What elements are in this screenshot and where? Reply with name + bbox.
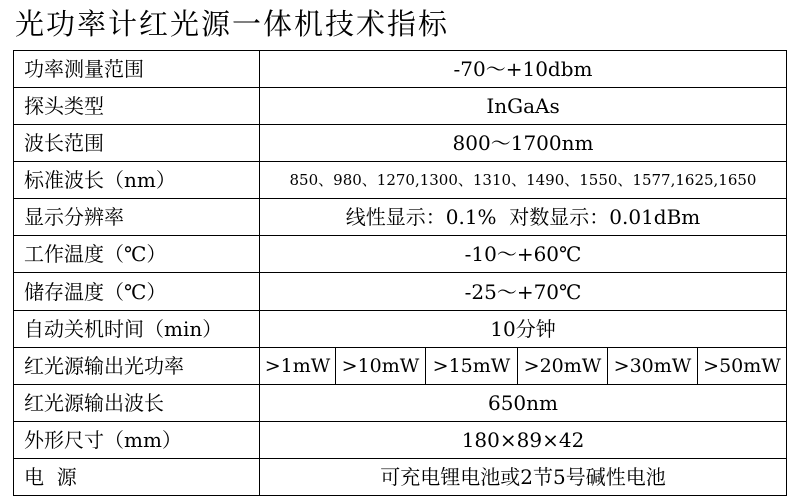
table-row	[14, 347, 787, 384]
spec-label: 工作温度（℃）	[14, 236, 260, 273]
table-row	[14, 51, 787, 88]
table-row	[14, 88, 787, 125]
table-row	[14, 273, 787, 310]
power-option-cell: >20mW	[518, 347, 608, 384]
power-option-cell: >30mW	[608, 347, 698, 384]
spec-value: -10～+60℃	[260, 236, 787, 273]
spec-value: 650nm	[260, 384, 787, 421]
spec-label: 功率测量范围	[14, 51, 260, 88]
table-row	[14, 458, 787, 495]
spec-label: 电 源	[14, 458, 260, 495]
spec-value: 850、980、1270,1300、1310、1490、1550、1577,1625,1650	[260, 162, 787, 199]
spec-value: -70～+10dbm	[260, 51, 787, 88]
spec-value: 180×89×42	[260, 421, 787, 458]
spec-value: 线性显示：0.1% 对数显示：0.01dBm	[260, 199, 787, 236]
spec-label: 自动关机时间（min）	[14, 310, 260, 347]
spec-label: 红光源输出波长	[14, 384, 260, 421]
page-title: 光功率计红光源一体机技术指标	[15, 7, 450, 41]
table-row	[14, 384, 787, 421]
spec-label: 标准波长（nm）	[14, 162, 260, 199]
power-option-cell: >15mW	[426, 347, 518, 384]
power-option-cell: >1mW	[260, 347, 336, 384]
power-option-cell: >50mW	[698, 347, 787, 384]
table-row	[14, 310, 787, 347]
table-row	[14, 162, 787, 199]
spec-value: -25～+70℃	[260, 273, 787, 310]
spec-value: 10分钟	[260, 310, 787, 347]
table-row	[14, 199, 787, 236]
spec-label: 外形尺寸（mm）	[14, 421, 260, 458]
table-row	[14, 125, 787, 162]
table-row	[14, 421, 787, 458]
power-option-cell: >10mW	[336, 347, 426, 384]
spec-table	[13, 50, 787, 496]
spec-label: 波长范围	[14, 125, 260, 162]
spec-label: 显示分辨率	[14, 199, 260, 236]
spec-label: 储存温度（℃）	[14, 273, 260, 310]
spec-value: 800～1700nm	[260, 125, 787, 162]
spec-label: 探头类型	[14, 88, 260, 125]
table-row	[14, 236, 787, 273]
spec-value: InGaAs	[260, 88, 787, 125]
spec-label: 红光源输出光功率	[14, 347, 260, 384]
spec-value: 可充电锂电池或2节5号碱性电池	[260, 458, 787, 495]
